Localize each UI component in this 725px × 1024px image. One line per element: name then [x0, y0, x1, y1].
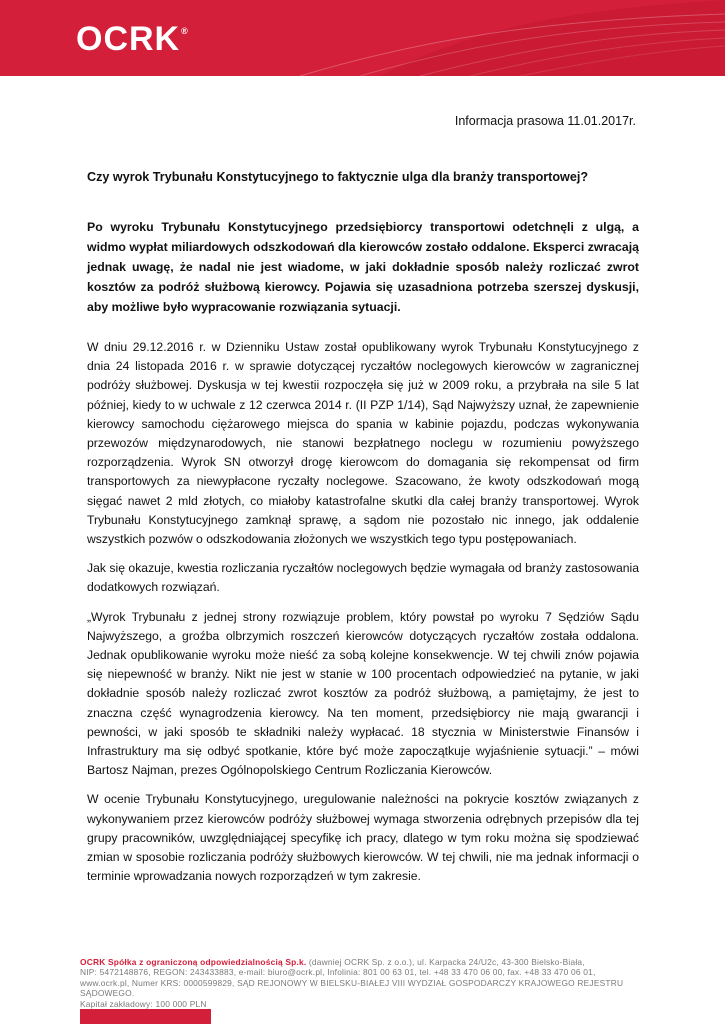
- footer-line-2: NIP: 5472148876, REGON: 243433883, e-mail: biuro@ocrk.pl, Infolinia: 801 00 63 01, tel. +48 33 470 06 00, fax. +48 33 470 06 01,: [80, 967, 596, 978]
- body-paragraph: „Wyrok Trybunału z jednej strony rozwiązuje problem, który powstał po wyroku 7 Sędziów Sądu Najwyższego, a groźba olbrzymich roszczeń kierowców dotyczących ryczałtów została oddalona. Jednak opublikowanie wyroku może nieść za sobą kolejne konsekwencje. W tej chwili znów pojawia się niepewność w branży. Nikt nie jest w stanie w 100 procentach odpowiedzieć na pytanie, w jaki dokładnie sposób należy rozliczać zwrot kosztów za podróż służbową, a pamiętajmy, że jest to znaczna część wynagrodzenia kierowcy. Na ten moment, przedsiębiorcy nie mają gwarancji i pewności, w jaki sposób te składniki należy wypłacać. 18 stycznia w Ministerstwie Finansów i Infrastruktury ma się odbyć spotkanie, które być może zapoczątkuje wyjaśnienie sytuacji.” – mówi Bartosz Najman, prezes Ogólnopolskiego Centrum Rozliczania Kierowców.: [87, 609, 639, 778]
- footer-accent-bar: [80, 1009, 211, 1024]
- footer-line-1: OCRK Spółka z ograniczoną odpowiedzialnością Sp.k. (dawniej OCRK Sp. z o.o.), ul. Karpacka 24/U2c, 43-300 Bielsko-Biała,: [80, 957, 585, 967]
- article-body: [87, 338, 639, 896]
- ocrk-logo: OCRK®: [76, 20, 189, 58]
- body-paragraph: W ocenie Trybunału Konstytucyjnego, uregulowanie należności na pokrycie kosztów związanych z wykonywaniem przez kierowców podróży służbowej wymaga stworzenia odrębnych przepisów dla tej grupy pracowników, uwzględniającej specyfikę ich pracy, dlatego w tym roku można się spodziewać zmian w sposobie rozliczania podróży służbowych kierowców. W tej chwili, nie ma jednak informacji o terminie wprowadzania nowych rozporządzeń w tym zakresie.: [87, 792, 639, 884]
- footer-line-3: www.ocrk.pl, Numer KRS: 0000599829, SĄD REJONOWY W BIELSKU-BIAŁEJ VIII WYDZIAŁ GOSPODARCZY KRAJOWEGO REJESTRU SĄDOWEGO.: [80, 977, 624, 999]
- footer-company-name: OCRK Spółka z ograniczoną odpowiedzialnością Sp.k.: [80, 957, 307, 967]
- footer-line-4: Kapitał zakładowy: 100 000 PLN: [80, 998, 207, 1009]
- company-footer: [80, 957, 650, 1009]
- article-title: Czy wyrok Trybunału Konstytucyjnego to faktycznie ulga dla branży transportowej?: [87, 170, 589, 184]
- body-paragraph: W dniu 29.12.2016 r. w Dzienniku Ustaw został opublikowany wyrok Trybunału Konstytucyjnego z dnia 24 listopada 2016 r. w sprawie dotyczącej ryczałtów noclegowych kierowców w zagranicznej podróży służbowej. Dyskusja w tej kwestii rozpoczęła się już w 2009 roku, a przybrała na sile 5 lat później, kiedy to w uchwale z 12 czerwca 2014 r. (II PZP 1/14), Sąd Najwyższy uznał, że zapewnienie kierowcy samochodu ciężarowego miejsca do spania w kabinie pojazdu, podczas wykonywania przewozów międzynarodowych, nie stanowi bezpłatnego noclegu w rozumieniu powyższego rozporządzenia. Wyrok SN otworzył drogę kierowcom do domagania się rekompensat od firm transportowych za niewypłacone ryczałty noclegowe. Szacowano, że kwoty odszkodowań mogą sięgać nawet 2 mld złotych, co miałoby katastrofalne skutki dla całej branży transportowej. Wyrok Trybunału Konstytucyjnego zamknął sprawę, a sądom nie pozostało nic innego, jak oddalenie wszystkich pozwów o odszkodowania złożonych we wszystkich tego typu postępowaniach.: [87, 340, 639, 547]
- header-banner: [0, 0, 725, 76]
- body-paragraph: Jak się okazuje, kwestia rozliczania ryczałtów noclegowych będzie wymagała od branży zastosowania dodatkowych rozwiązań.: [87, 561, 639, 595]
- press-release-date: Informacja prasowa 11.01.2017r.: [454, 114, 636, 128]
- article-lead: Po wyroku Trybunału Konstytucyjnego przedsiębiorcy transportowi odetchnęli z ulgą, a widmo wypłat miliardowych odszkodowań dla kierowców zostało oddalone. Eksperci zwracają jednak uwagę, że nadal nie jest wiadome, w jaki dokładnie sposób należy rozliczać zwrot kosztów za podróż służbową kierowcy. Pojawia się uzasadniona potrzeba szerszej dyskusji, aby możliwe było wypracowanie rozwiązania sytuacji.: [87, 220, 639, 314]
